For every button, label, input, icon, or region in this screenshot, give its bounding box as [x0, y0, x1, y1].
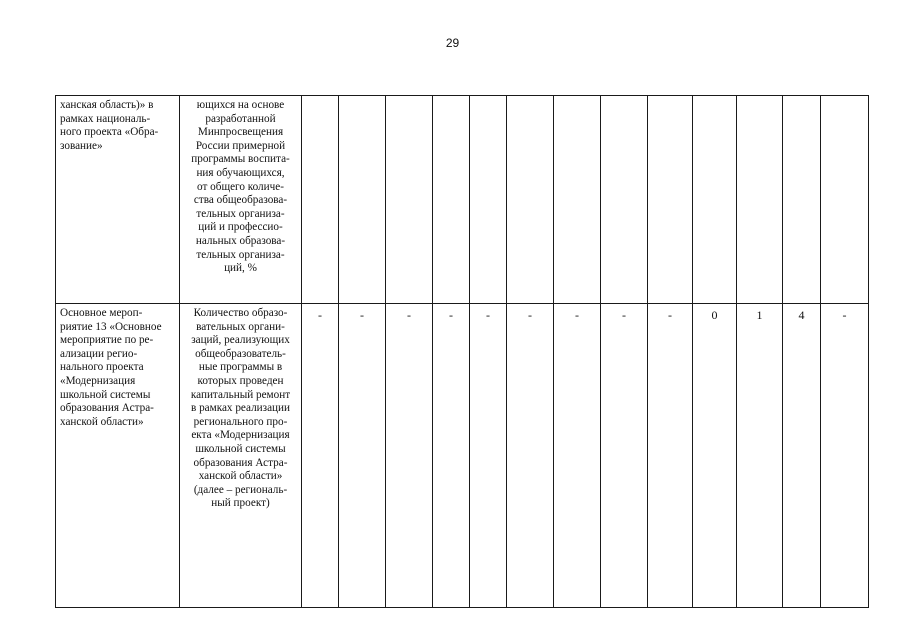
- data-table: [55, 95, 869, 608]
- value-cell: -: [821, 304, 869, 608]
- indicator-line: ций и профессио-: [198, 221, 283, 234]
- indicator-line: (далее – региональ-: [193, 483, 288, 496]
- indicator-line: ния обучающихся,: [196, 166, 285, 179]
- indicator-line: ства общеобразова-: [193, 194, 288, 207]
- indicator-line: регионального про-: [193, 415, 288, 428]
- value-cell: [433, 96, 470, 304]
- measure-name-line: «Модернизация: [60, 374, 136, 387]
- page-number: 29: [445, 36, 460, 50]
- indicator-line: ный проект): [211, 497, 270, 510]
- indicator-line: нальных образова-: [195, 234, 286, 247]
- value-cell: -: [648, 304, 693, 608]
- measure-name-line: зование»: [60, 139, 103, 152]
- value-cell: -: [554, 304, 601, 608]
- indicator-line: тельных организа-: [196, 248, 285, 261]
- value-cell: [693, 96, 737, 304]
- indicator-line: заций, реализующих: [191, 334, 290, 347]
- indicator-line: Количество образо-: [193, 307, 288, 319]
- measure-name-line: ного проекта «Обра-: [60, 126, 159, 139]
- value-cell: [783, 96, 821, 304]
- table-row: [56, 96, 869, 304]
- indicator-line: школьной системы: [195, 442, 286, 455]
- value-cell: -: [302, 304, 339, 608]
- indicator-line: вательных органи-: [196, 320, 285, 333]
- measure-name-line: образования Астра-: [60, 402, 154, 415]
- value-cell: -: [433, 304, 470, 608]
- indicator-line: программы воспита-: [191, 153, 290, 166]
- value-cell: [386, 96, 433, 304]
- indicator-cell: [180, 96, 302, 304]
- measure-name-line: мероприятие по ре-: [60, 334, 154, 347]
- indicator-line: образования Астра-: [193, 456, 288, 469]
- measure-name-line: риятие 13 «Основное: [60, 320, 162, 333]
- value-cell: -: [507, 304, 554, 608]
- value-cell: -: [470, 304, 507, 608]
- value-cell: [470, 96, 507, 304]
- value-cell: [302, 96, 339, 304]
- value-cell: [737, 96, 783, 304]
- indicator-line: от общего количе-: [197, 180, 284, 193]
- value-cell: 4: [783, 304, 821, 608]
- measure-name-line: ализации регио-: [60, 347, 138, 360]
- value-cell: -: [601, 304, 648, 608]
- indicator-line: Минпросвещения: [197, 126, 284, 139]
- measure-name-line: ханской области»: [60, 415, 144, 428]
- indicator-line: в рамках реализации: [190, 402, 291, 415]
- value-cell: [507, 96, 554, 304]
- indicator-line: ные программы в: [198, 361, 283, 374]
- indicator-line: разработанной: [205, 112, 276, 125]
- measure-name-line: школьной системы: [60, 388, 151, 401]
- measure-name-line: рамках националь-: [60, 112, 151, 125]
- indicator-line: капитальный ремонт: [190, 388, 291, 401]
- measure-name-line: ханская область)» в: [60, 99, 154, 111]
- indicator-line: екта «Модернизация: [191, 429, 290, 442]
- indicator-line: тельных организа-: [196, 207, 285, 220]
- measure-name-cell: [56, 96, 180, 304]
- measure-name-line: нального проекта: [60, 361, 144, 374]
- table-row: [56, 304, 869, 608]
- indicator-line: которых проведен: [197, 374, 284, 387]
- value-cell: [339, 96, 386, 304]
- measure-name-cell: [56, 304, 180, 608]
- value-cell: -: [386, 304, 433, 608]
- indicator-line: общеобразователь-: [195, 347, 286, 360]
- indicator-line: ций, %: [224, 262, 257, 275]
- value-cell: -: [339, 304, 386, 608]
- value-cell: [648, 96, 693, 304]
- value-cell: 0: [693, 304, 737, 608]
- value-cell: [554, 96, 601, 304]
- measure-name-line: Основное мероп-: [60, 307, 143, 319]
- value-cell: [601, 96, 648, 304]
- indicator-cell: [180, 304, 302, 608]
- value-cell: [821, 96, 869, 304]
- value-cell: 1: [737, 304, 783, 608]
- indicator-line: ющихся на основе: [196, 99, 285, 111]
- indicator-line: России примерной: [195, 139, 286, 152]
- indicator-line: ханской области»: [198, 470, 283, 483]
